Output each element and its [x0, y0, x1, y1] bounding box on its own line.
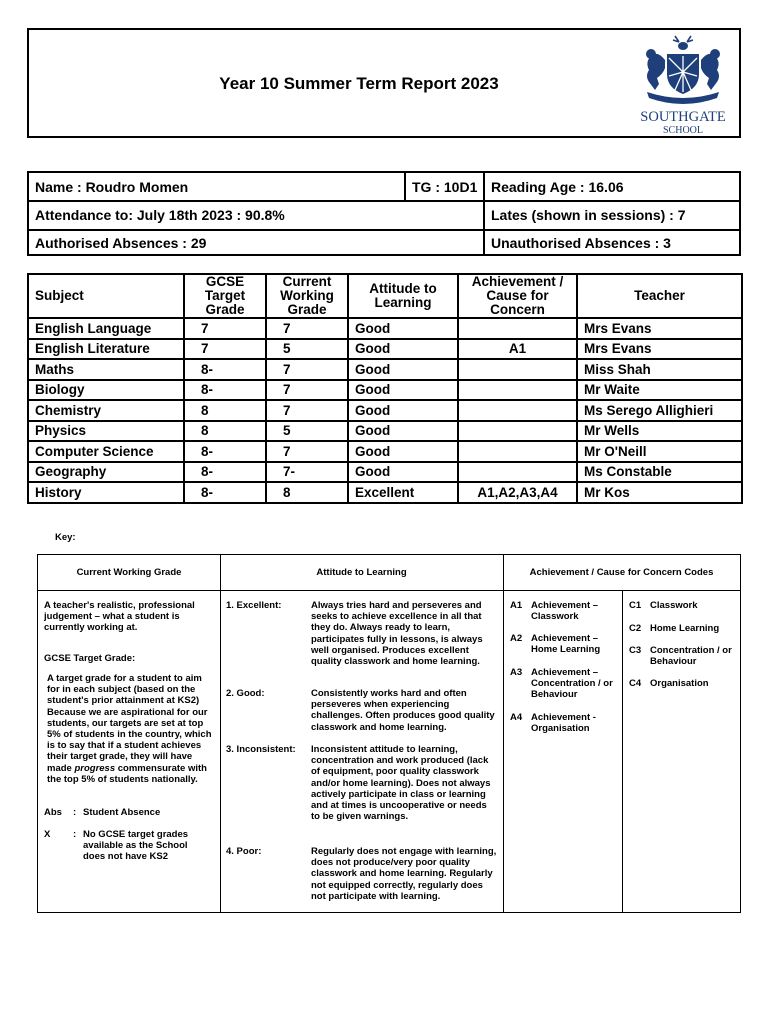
- col-teacher: Teacher: [577, 274, 742, 318]
- atl-description: Regularly does not engage with learning, does not produce/very poor quality classwork and home learning. Regularly not equipped correctly, regularly does not participate with learning.: [311, 846, 497, 902]
- teacher-cell: Mrs Evans: [577, 339, 742, 360]
- atl-description: Inconsistent attitude to learning, concentration and work produced (lack of equipment, poor quality classwork and/or home learning). Does not always actively participate in class or learning and at times is uncooperative or needs to be given warnings.: [311, 744, 491, 823]
- target-grade-cell: 8: [184, 400, 266, 421]
- school-name: SOUTHGATE: [640, 109, 726, 125]
- teacher-cell: Ms Serego Allighieri: [577, 400, 742, 421]
- col-attitude: Attitude to Learning: [348, 274, 458, 318]
- attitude-cell: Good: [348, 339, 458, 360]
- attitude-cell: Good: [348, 462, 458, 483]
- subject-cell: Geography: [28, 462, 184, 483]
- attitude-cell: Good: [348, 359, 458, 380]
- table-row: [28, 421, 742, 442]
- code-description: Concentration / or Behaviour: [650, 645, 732, 668]
- info-row-absences: [29, 229, 739, 256]
- code-label: A1: [510, 600, 523, 611]
- achievement-cell: [458, 380, 577, 401]
- code-description: Achievement – Classwork: [531, 600, 599, 623]
- target-grade-cell: 8-: [184, 359, 266, 380]
- lates: Lates (shown in sessions) : 7: [491, 206, 686, 223]
- key-header-atl: Attitude to Learning: [316, 567, 407, 578]
- subject-cell: Computer Science: [28, 441, 184, 462]
- abs-code: Abs: [44, 807, 62, 818]
- attitude-cell: Good: [348, 380, 458, 401]
- atl-label: 3. Inconsistent:: [226, 744, 296, 755]
- subject-cell: Physics: [28, 421, 184, 442]
- target-grade-cell: 7: [184, 318, 266, 339]
- code-description: Classwork: [650, 600, 698, 611]
- key-table: Current Working Grade Attitude to Learning Achievement / Cause for Concern Codes A teacher's realistic, professional judgement – what a student is currently working at. GCSE Target Grade: A target grade for a student to aim for in each subject (based on the student's prior attainment at KS2) Because we are aspirational for our students, our targets are set at top 5% of students in the country, which is to say that if a student achieves their target grade, they will have made progress commensurate with the top 5% of students nationally. Abs : Student Absence X : No GCSE target grades available as the School does not have KS2 1. Excellent: Always tries hard and perseveres and seeks to achieve excellence in all that they do. Always ready to learn, participates fully in lessons, is always well organised. Produces excellent quality classwork and home learning. 2. Good: Consistently works hard and often perseveres when experiencing challenges. Often produces good quality classwork and home learning. 3. Inconsistent: Inconsistent attitude to learning, concentration and work produced (lack of equipment, poor quality classwork and/or home learning). Does not always actively participate in class or learning and at times is uncooperative or needs to be given warnings. 4. Poor: Regularly does not engage with learning, does not produce/very poor quality classwork and home learning. Regularly not equipped correctly, regularly does not participate with learning. A1 Achievement – Classwork A2 Achievement – Home Learning A3 Achievement – Concentration / or Behaviour A4 Achievement - Organisation C1 Classwork C2 Home Learning C3 Concentration / or Behaviour C4 Organisation: [37, 554, 741, 913]
- tutor-group: TG : 10D1: [406, 173, 485, 200]
- x-code: X: [44, 829, 51, 840]
- current-grade-cell: 5: [266, 421, 348, 442]
- attitude-cell: Good: [348, 441, 458, 462]
- x-description: No GCSE target grades available as the School does not have KS2: [83, 829, 189, 863]
- report-header: [27, 28, 741, 138]
- gcse-target-title: GCSE Target Grade:: [44, 653, 136, 664]
- report-title: Year 10 Summer Term Report 2023: [219, 74, 499, 93]
- atl-label: 1. Excellent:: [226, 600, 282, 611]
- table-row: [28, 380, 742, 401]
- teacher-cell: Ms Constable: [577, 462, 742, 483]
- atl-label: 2. Good:: [226, 688, 265, 699]
- current-grade-cell: 7-: [266, 462, 348, 483]
- table-row: [28, 359, 742, 380]
- school-crest-icon: [627, 32, 739, 136]
- subject-cell: Chemistry: [28, 400, 184, 421]
- school-subtitle: SCHOOL: [662, 125, 704, 136]
- code-label: C2: [629, 623, 642, 634]
- table-row: [28, 400, 742, 421]
- current-grade-cell: 7: [266, 380, 348, 401]
- school-logo: [627, 32, 739, 136]
- col-subject: Subject: [28, 274, 184, 318]
- unauthorised-absences: Unauthorised Absences : 3: [491, 234, 671, 251]
- code-label: C1: [629, 600, 642, 611]
- target-grade-cell: 8: [184, 421, 266, 442]
- cwg-description: A teacher's realistic, professional judgement – what a student is currently working at.: [44, 600, 195, 634]
- atl-description: Consistently works hard and often perseveres when experiencing challenges. Often produces good quality classwork and home learning.: [311, 688, 495, 733]
- current-grade-cell: 7: [266, 359, 348, 380]
- authorised-absences: Authorised Absences : 29: [29, 229, 485, 256]
- table-row: [28, 462, 742, 483]
- achievement-cell: [458, 318, 577, 339]
- key-label: Key:: [55, 532, 76, 543]
- attitude-cell: Good: [348, 421, 458, 442]
- achievement-cell: A1,A2,A3,A4: [458, 482, 577, 503]
- info-row-attendance: [29, 200, 739, 231]
- teacher-cell: Miss Shah: [577, 359, 742, 380]
- atl-description: Always tries hard and perseveres and seeks to achieve excellence in all that they do. Always ready to learn, participates fully in lessons, is always well organised. Produces excellent quality classwork and home learning.: [311, 600, 483, 668]
- target-grade-cell: 8-: [184, 380, 266, 401]
- target-grade-cell: 8-: [184, 441, 266, 462]
- current-grade-cell: 7: [266, 318, 348, 339]
- subjects-header-row: [28, 274, 742, 318]
- abs-description: Student Absence: [83, 807, 161, 818]
- table-row: [28, 482, 742, 503]
- code-description: Achievement - Organisation: [531, 712, 596, 735]
- attitude-cell: Good: [348, 400, 458, 421]
- teacher-cell: Mr Wells: [577, 421, 742, 442]
- code-description: Achievement – Concentration / or Behaviour: [531, 667, 613, 701]
- code-label: A3: [510, 667, 523, 678]
- key-header-codes: Achievement / Cause for Concern Codes: [529, 567, 714, 578]
- subject-cell: English Literature: [28, 339, 184, 360]
- code-description: Organisation: [650, 678, 709, 689]
- teacher-cell: Mr Kos: [577, 482, 742, 503]
- subject-cell: Maths: [28, 359, 184, 380]
- code-description: Achievement – Home Learning: [531, 633, 601, 656]
- teacher-cell: Mr O'Neill: [577, 441, 742, 462]
- subjects-table: [27, 273, 743, 504]
- achievement-cell: [458, 462, 577, 483]
- achievement-cell: [458, 441, 577, 462]
- code-description: Home Learning: [650, 623, 720, 634]
- reading-age: Reading Age : 16.06: [491, 178, 624, 195]
- table-row: [28, 441, 742, 462]
- code-label: C3: [629, 645, 642, 656]
- student-info-table: [27, 171, 741, 256]
- subject-cell: English Language: [28, 318, 184, 339]
- target-grade-cell: 7: [184, 339, 266, 360]
- atl-label: 4. Poor:: [226, 846, 262, 857]
- attendance: Attendance to: July 18th 2023 : 90.8%: [29, 200, 485, 229]
- key-header-cwg: Current Working Grade: [76, 567, 182, 578]
- subject-cell: Biology: [28, 380, 184, 401]
- current-grade-cell: 5: [266, 339, 348, 360]
- subject-cell: History: [28, 482, 184, 503]
- code-label: C4: [629, 678, 642, 689]
- teacher-cell: Mrs Evans: [577, 318, 742, 339]
- student-name: Name : Roudro Momen: [29, 173, 406, 200]
- col-target-grade: GCSE Target Grade: [184, 274, 266, 318]
- achievement-cell: [458, 421, 577, 442]
- code-label: A2: [510, 633, 523, 644]
- gcse-target-description: A target grade for a student to aim for in each subject (based on the student's prior attainment at KS2) Because we are aspirational for our students, our targets are set at top 5% of students in the country, which is to say that if a student achieves their target grade, they will have made progress commensurate with the top 5% of students nationally.: [47, 673, 212, 785]
- col-achievement: Achievement / Cause for Concern: [458, 274, 577, 318]
- current-grade-cell: 7: [266, 400, 348, 421]
- achievement-cell: A1: [458, 339, 577, 360]
- teacher-cell: Mr Waite: [577, 380, 742, 401]
- achievement-cell: [458, 400, 577, 421]
- table-row: [28, 339, 742, 360]
- target-grade-cell: 8-: [184, 462, 266, 483]
- achievement-cell: [458, 359, 577, 380]
- current-grade-cell: 7: [266, 441, 348, 462]
- attitude-cell: Good: [348, 318, 458, 339]
- attitude-cell: Excellent: [348, 482, 458, 503]
- target-grade-cell: 8-: [184, 482, 266, 503]
- info-row-name: [29, 173, 739, 202]
- current-grade-cell: 8: [266, 482, 348, 503]
- code-label: A4: [510, 712, 523, 723]
- col-current-grade: Current Working Grade: [266, 274, 348, 318]
- table-row: [28, 318, 742, 339]
